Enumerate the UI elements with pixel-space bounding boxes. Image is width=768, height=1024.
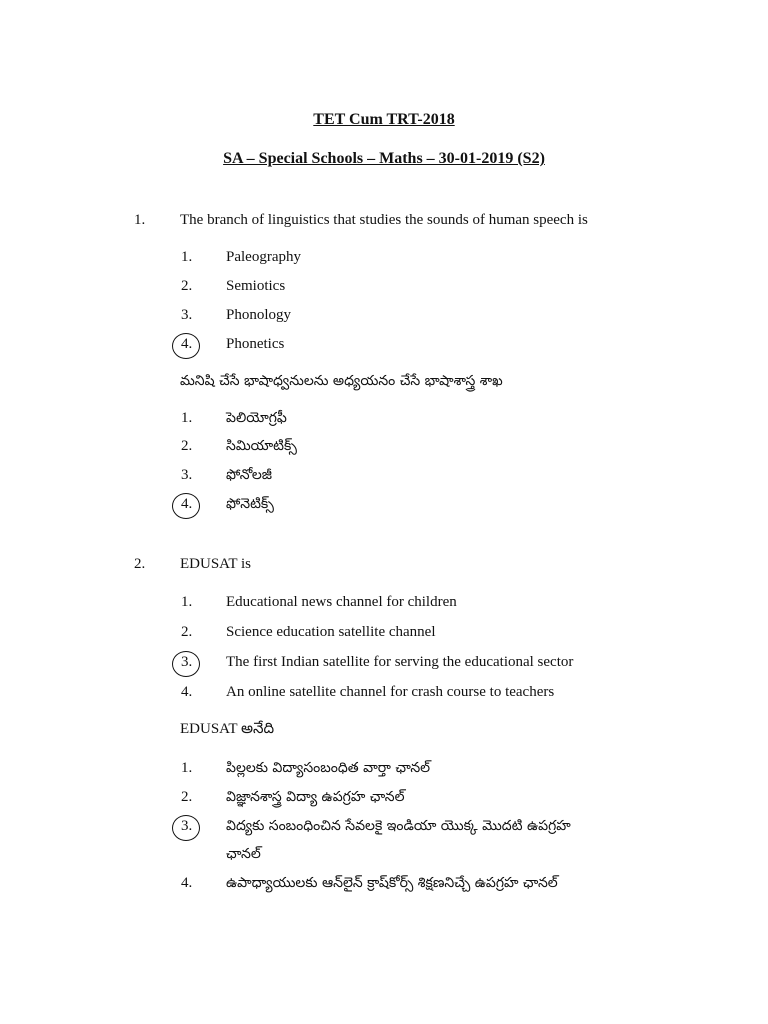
q2-te-option-3-text: విద్యకు సంబంధించిన సేవలకై ఇండియా యొక్క మొదటి ఉపగ్రహ xyxy=(226,818,571,834)
question-2-number: 2. xyxy=(134,556,146,572)
q1-option-2-text: Semiotics xyxy=(226,278,286,294)
q2-te-option-2-number: 2. xyxy=(181,789,193,805)
q2-option-4-text: An online satellite channel for crash course to teachers xyxy=(226,684,555,700)
q2-option-2-number: 2. xyxy=(181,624,193,640)
q2-te-option-3-text-continued: ఛానల్ xyxy=(226,846,261,862)
q1-te-option-2-number: 2. xyxy=(181,438,193,454)
q2-option-3-text: The first Indian satellite for serving the educational sector xyxy=(226,654,574,670)
q1-option-4-text: Phonetics xyxy=(226,336,285,352)
q1-option-2-number: 2. xyxy=(181,278,193,294)
q1-te-option-3-number: 3. xyxy=(181,467,193,483)
q1-option-3-number: 3. xyxy=(181,307,193,323)
q1-te-option-1-number: 1. xyxy=(181,410,193,426)
document-title: TET Cum TRT-2018 xyxy=(313,111,455,128)
q2-te-option-3-number: 3. xyxy=(181,818,193,834)
q2-te-option-4-text: ఉపాధ్యాయులకు ఆన్‌లైన్ క్రాష్‌కోర్స్ శిక్షణనిచ్చే ఉపగ్రహ ఛానల్ xyxy=(226,875,558,891)
question-1-number: 1. xyxy=(134,212,146,228)
question-1-text: The branch of linguistics that studies the sounds of human speech is xyxy=(180,212,588,228)
q2-option-4-number: 4. xyxy=(181,684,193,700)
question-1-text-telugu: మనిషి చేసే భాషాధ్వనులను అధ్యయనం చేసే భాషాశాస్త్ర శాఖ xyxy=(180,373,503,389)
q1-option-4-number: 4. xyxy=(181,336,193,352)
q1-te-option-1-text: పెలియోగ్రఫీ xyxy=(226,410,287,426)
q2-option-3-number: 3. xyxy=(181,654,193,670)
q1-te-option-4-number: 4. xyxy=(181,496,193,512)
q2-option-2-text: Science education satellite channel xyxy=(226,624,436,640)
document-subtitle: SA – Special Schools – Maths – 30-01-2019 (S2) xyxy=(223,150,545,167)
question-2-text-telugu: EDUSAT అనేది xyxy=(180,721,275,737)
q1-te-option-4-text: ఫోనెటిక్స్ xyxy=(226,496,274,512)
q1-option-3-text: Phonology xyxy=(226,307,292,323)
q2-te-option-1-text: పిల్లలకు విద్యాసంబంధిత వార్తా ఛానల్ xyxy=(226,760,431,776)
question-2-text: EDUSAT is xyxy=(180,556,251,572)
q1-te-option-3-text: ఫోనోలజీ xyxy=(226,467,272,483)
q1-option-1-number: 1. xyxy=(181,249,193,265)
q2-te-option-4-number: 4. xyxy=(181,875,193,891)
q1-option-1-text: Paleography xyxy=(226,249,301,265)
q1-te-option-2-text: సిమియాటిక్స్ xyxy=(226,438,297,454)
q2-option-1-number: 1. xyxy=(181,594,193,610)
q2-te-option-2-text: విజ్ఞానశాస్త్ర విద్యా ఉపగ్రహ ఛానల్ xyxy=(226,789,405,805)
q2-option-1-text: Educational news channel for children xyxy=(226,594,457,610)
q2-te-option-1-number: 1. xyxy=(181,760,193,776)
